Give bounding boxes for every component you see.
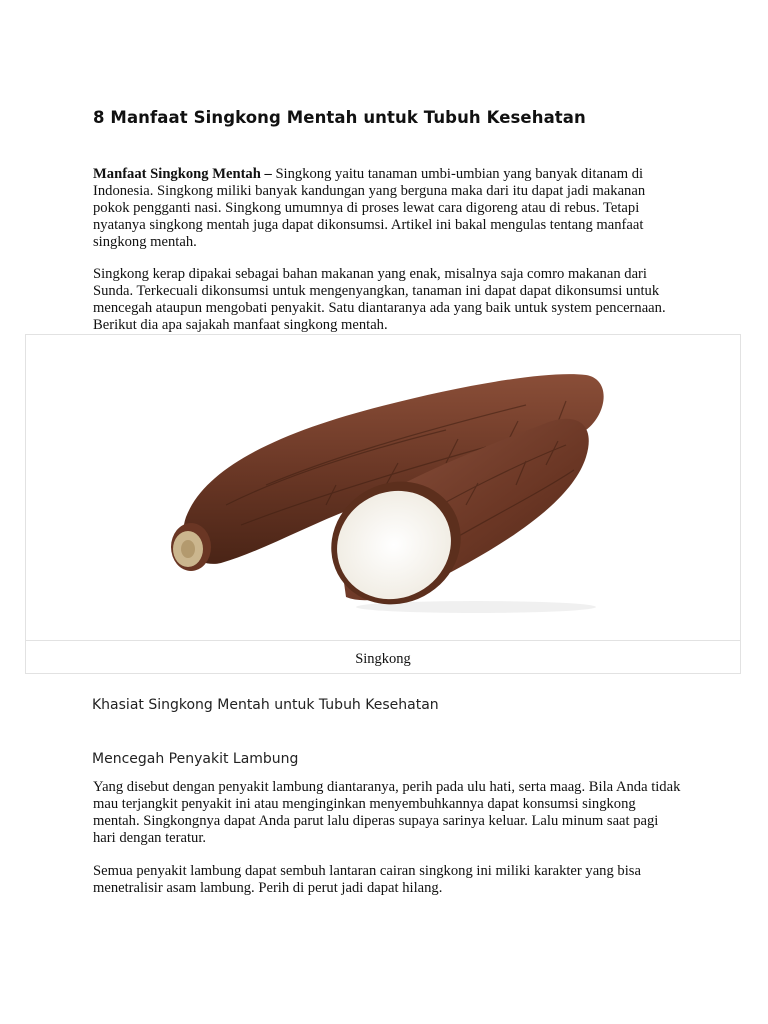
second-paragraph: Singkong kerap dipakai sebagai bahan makanan yang enak, misalnya saja comro makanan dari Sunda. Terkecuali dikonsumsi untuk mengenyangkan, tanaman ini dapat dapat dikonsumsi untuk mencegah ataupun mengobati penyakit. Satu diantaranya ada yang baik untuk system pencernaan. Berikut dia apa sajakah manfaat singkong mentah. bbox=[93, 266, 666, 333]
lambung-paragraph-2: Semua penyakit lambung dapat sembuh lantaran cairan singkong ini miliki karakter yang bisa menetralisir asam lambung. Perih di perut jadi dapat hilang. bbox=[93, 863, 641, 896]
section-heading-khasiat: Khasiat Singkong Mentah untuk Tubuh Kesehatan bbox=[92, 697, 439, 713]
article-title: 8 Manfaat Singkong Mentah untuk Tubuh Kesehatan bbox=[93, 108, 586, 127]
intro-text: Singkong yaitu tanaman umbi-umbian yang banyak ditanam di Indonesia. Singkong miliki banyak kandungan yang berguna maka dari itu dapat jadi makanan pokok pengganti nasi. Singkong umumnya di proses lewat cara digoreng atau di rebus. Tetapi nyatanya singkong mentah juga dapat dikonsumsi. Artikel ini bakal mengulas tentang manfaat singkong mentah. bbox=[93, 166, 646, 250]
intro-lead: Manfaat Singkong Mentah – bbox=[93, 166, 272, 182]
lambung-paragraph-1: Yang disebut dengan penyakit lambung diantaranya, perih pada ulu hati, serta maag. Bila Anda tidak mau terjangkit penyakit ini atau menginginkan menyembuhkannya dapat konsumsi singkong mentah. Singkongnya dapat Anda parut lalu diperas supaya sarinya keluar. Lalu minum saat pagi hari dengan teratur. bbox=[93, 779, 681, 846]
intro-paragraph bbox=[93, 166, 683, 251]
figure-caption: Singkong bbox=[355, 651, 411, 667]
caption-divider bbox=[26, 640, 740, 641]
cassava-image bbox=[26, 335, 740, 640]
cassava-figure bbox=[25, 334, 741, 674]
section-heading-lambung: Mencegah Penyakit Lambung bbox=[92, 751, 299, 767]
cassava-illustration-icon bbox=[26, 335, 742, 640]
